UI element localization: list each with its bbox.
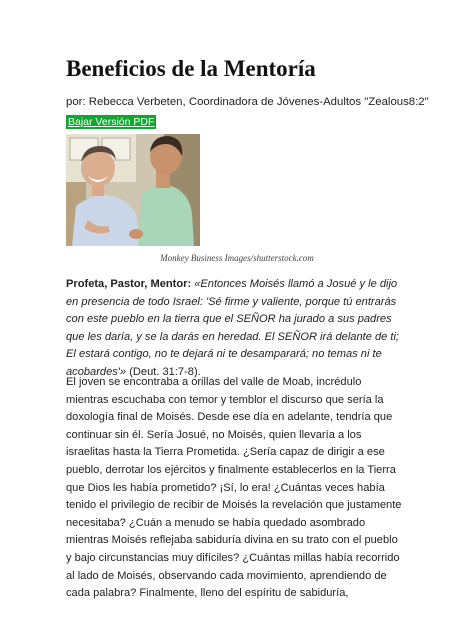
paragraph-body: El joven se encontraba a orillas del valle de Moab, incrédulo mientras escuchaba con temor y temblor el discurso que sería la doxología final de Moisés. Desde ese día en adelante, tendría que continuar sin él. Sería Josué, no Moisés, quien llevaría a los israelitas hasta la Tierra Prometida. ¿Sería capaz de dirigir a ese pueblo, derrotar los ejércitos y finalmente establecerlos en la Tierra que Dios les había prometido? ¡Sí, lo era! ¿Cuántas veces había tenido el privilegio de recibir de Moisés la revelación que justamente necesitaba? ¿Cuán a menudo se había quedado asombrado mientras Moisés reflejaba sabiduría divina en su trato con el pueblo y bajo circunstancias muy difíciles? ¿Cuántas millas había recorrido al lado de Moisés, observando cada movimiento, aprendiendo de cada palabra? Finalmente, lleno del espíritu de sabiduría, [66, 376, 402, 600]
mentoring-photo [66, 134, 200, 246]
bible-quote: «Entonces Moisés llamó a Josué y le dijo en presencia de todo Israel: 'Sé firme y valiente, porque tú entrarás con este pueblo en la tierra que el SEÑOR ha jurado a sus padres que les daría, y se la darás en heredad. El SEÑOR irá delante de ti; El estará contigo, no te dejará ni te desamparará; no temas ni te acobardes'» [66, 278, 400, 378]
photo-caption: Monkey Business Images/shutterstock.com [160, 253, 314, 263]
download-pdf-link[interactable]: Bajar Versión PDF [68, 116, 155, 128]
bible-reference: (Deut. 31:7-8). [129, 365, 201, 378]
mentoring-photo-illustration [66, 134, 200, 246]
paragraph-intro [66, 276, 406, 382]
intro-lead: Profeta, Pastor, Mentor: [66, 278, 192, 290]
author-byline: por: Rebecca Verbeten, Coordinadora de Jóvenes-Adultos "Zealous8:2" [66, 96, 429, 108]
page-title: Beneficios de la Mentoría [66, 56, 316, 81]
